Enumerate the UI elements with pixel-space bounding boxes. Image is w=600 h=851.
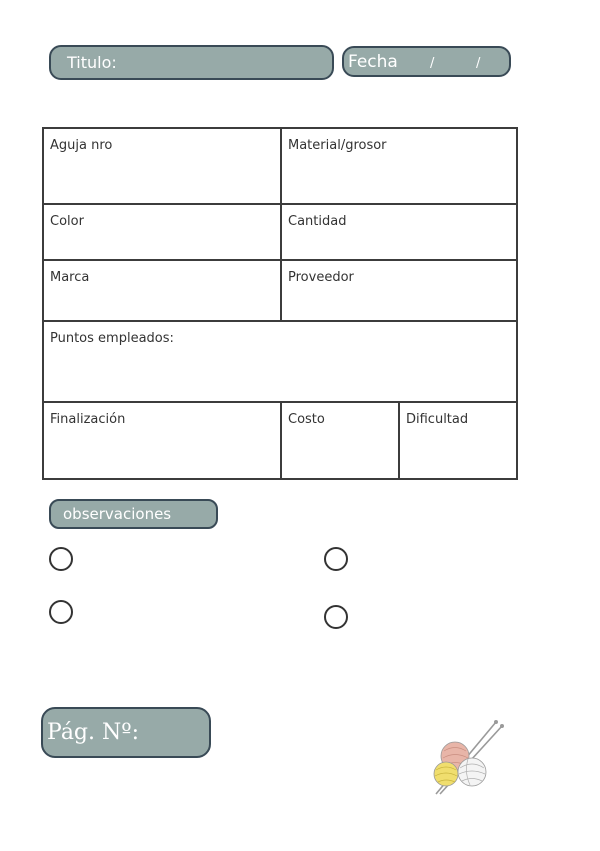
needle-cell[interactable] <box>44 129 280 203</box>
page-number-field[interactable] <box>41 707 211 758</box>
finish-label: Finalización <box>50 412 126 427</box>
color-cell[interactable] <box>44 205 280 259</box>
cost-label: Costo <box>288 412 325 427</box>
cost-cell[interactable] <box>282 403 398 478</box>
difficulty-label: Dificultad <box>406 412 469 427</box>
observations-label: observaciones <box>63 505 172 523</box>
brand-label: Marca <box>50 270 90 285</box>
observation-checkbox-3[interactable] <box>49 600 73 624</box>
difficulty-cell[interactable] <box>400 403 516 478</box>
needle-label: Aguja nro <box>50 138 113 153</box>
supplier-cell[interactable] <box>282 261 516 320</box>
observation-checkbox-4[interactable] <box>324 605 348 629</box>
quantity-label: Cantidad <box>288 214 347 229</box>
observation-checkbox-1[interactable] <box>49 547 73 571</box>
material-cell[interactable] <box>282 129 516 203</box>
date-separator-1: / <box>430 56 435 71</box>
color-label: Color <box>50 214 84 229</box>
supplier-label: Proveedor <box>288 270 354 285</box>
title-field[interactable] <box>49 45 334 80</box>
title-label: Titulo: <box>67 53 117 72</box>
page-number-label: Pág. Nº: <box>47 720 140 745</box>
stitches-cell[interactable] <box>44 322 516 401</box>
quantity-cell[interactable] <box>282 205 516 259</box>
stitches-label: Puntos empleados: <box>50 331 174 346</box>
material-label: Material/grosor <box>288 138 387 153</box>
date-separator-2: / <box>476 56 481 71</box>
brand-cell[interactable] <box>44 261 280 320</box>
yarn-balls-knitting-needles-icon <box>428 718 508 798</box>
date-field[interactable] <box>342 46 511 77</box>
project-details-table <box>42 127 518 480</box>
observation-checkbox-2[interactable] <box>324 547 348 571</box>
finish-cell[interactable] <box>44 403 280 478</box>
date-label: Fecha <box>348 51 398 72</box>
observations-header <box>49 499 218 529</box>
